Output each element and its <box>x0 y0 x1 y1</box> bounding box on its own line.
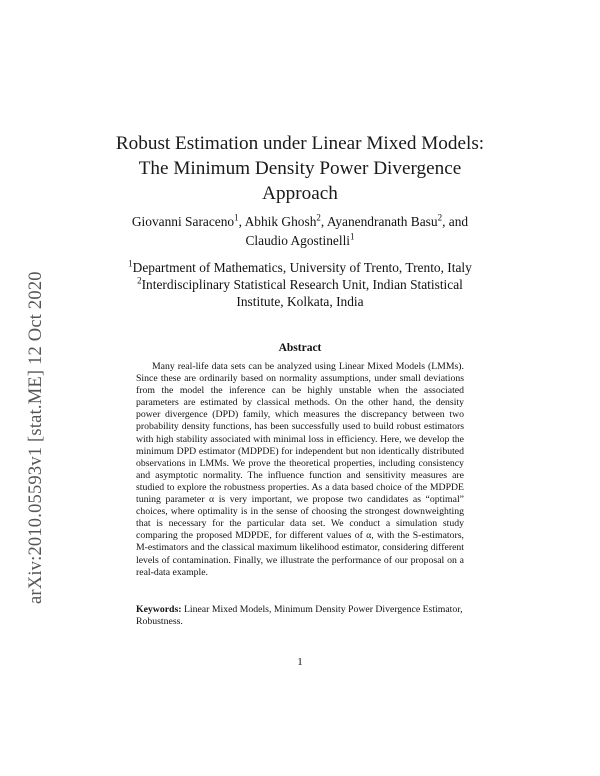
paper-title <box>100 131 500 206</box>
keywords <box>136 604 464 628</box>
affiliation-list <box>110 259 490 310</box>
title-line: Robust Estimation under Linear Mixed Models: <box>115 133 485 154</box>
author-name: Ayanendranath Basu <box>326 214 438 229</box>
title-line: The Minimum Density Power Divergence <box>138 158 462 179</box>
arxiv-identifier[interactable]: arXiv:2010.05593v1 [stat.ME] 12 Oct 2020 <box>26 271 46 604</box>
keywords-text: Linear Mixed Models, Minimum Density Power Divergence Estimator, Robustness. <box>136 604 463 628</box>
keywords-label: Keywords: <box>136 604 182 615</box>
author-affiliation-mark: 1 <box>234 212 239 223</box>
abstract-heading: Abstract <box>278 342 322 354</box>
author-separator: , <box>320 214 327 229</box>
title-line: Approach <box>262 183 338 204</box>
author-affiliation-mark: 2 <box>437 212 443 223</box>
author-separator: , and <box>442 214 469 229</box>
abstract-body: Many real-life data sets can be analyzed using Linear Mixed Models (LMMs). Since these are ordinarily based on normality assumptions, under small deviations from the model the inference can be highly unstable when the associated parameters are estimated by classical methods. On the other hand, the density power divergence (DPD) family, which measures the discrepancy between two probability density functions, has been successfully used to build robust estimators with high stability associated with minimal loss in efficiency. Here, we develop the minimum DPD estimator (MDPDE) for independent but non identically distributed observations in LMMs. We prove the theoretical properties, including consistency and asymptotic normality. The influence function and sensitivity measures are studied to explore the robustness properties. As a data based choice of the MDPDE tuning parameter α is very important, we propose two candidates as “optimal” choices, where optimality is in the sense of choosing the strongest downweighting that is necessary for the particular data set. We conduct a simulation study comparing the proposed MDPDE, for different values of α, with the S-estimators, M-estimators and the classical maximum likelihood estimator, considering different levels of contamination. Finally, we illustrate the performance of our proposal on a real-data example. <box>136 361 464 578</box>
author-line <box>110 231 490 250</box>
author-line <box>110 212 490 231</box>
author-separator: , <box>238 214 245 229</box>
page-number: 1 <box>297 656 303 668</box>
affiliation-text: Department of Mathematics, University of Trento, Trento, Italy <box>132 260 472 275</box>
affiliation-item <box>110 276 490 293</box>
author-name: Abhik Ghosh <box>244 214 317 229</box>
affiliation-item <box>110 259 490 276</box>
author-affiliation-mark: 2 <box>316 212 321 223</box>
affiliation-text: Interdisciplinary Statistical Research Unit, Indian Statistical <box>141 277 463 292</box>
author-list <box>110 212 490 250</box>
affiliation-mark: 2 <box>137 275 142 286</box>
affiliation-mark: 1 <box>128 258 133 269</box>
author-affiliation-mark: 1 <box>350 231 355 242</box>
author-name: Claudio Agostinelli <box>245 233 351 248</box>
affiliation-text-continued: Institute, Kolkata, India <box>236 294 364 309</box>
author-name: Giovanni Saraceno <box>131 214 235 229</box>
